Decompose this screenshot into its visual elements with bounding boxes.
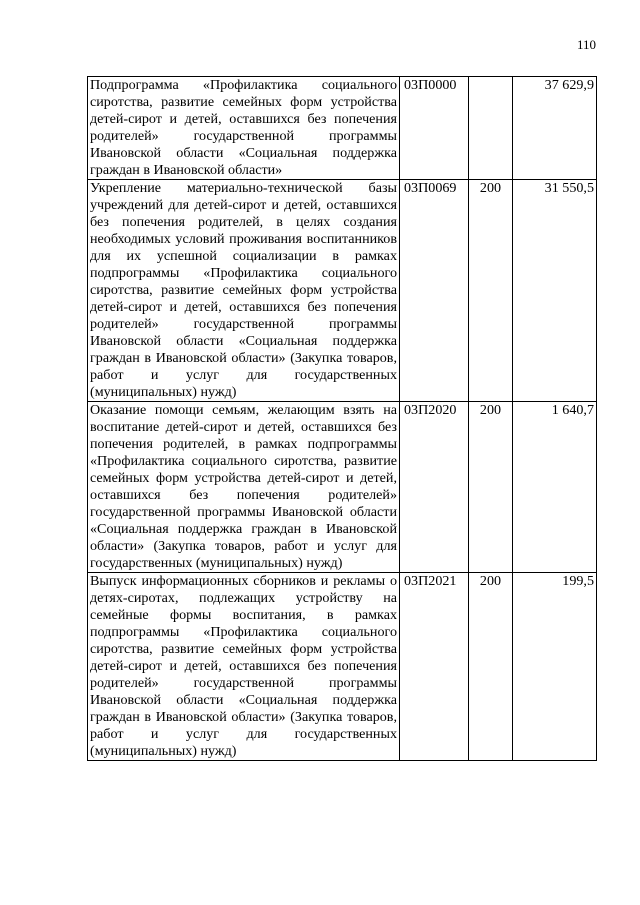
expense-type-cell: 200: [469, 402, 513, 573]
budget-table: [87, 76, 597, 761]
row-name-cell: Укрепление материально-технической базы учреждений для детей-сирот и детей, оставшихся без попечения родителей, в целях создания необходимых условий проживания воспитанников для их успешной социализации в рамках подпрограммы «Профилактика социального сиротства, развитие семейных форм устройства детей-сирот и детей, оставшихся без попечения родителей» государственной программы Ивановской области «Социальная поддержка граждан в Ивановской области» (Закупка товаров, работ и услуг для государственных (муниципальных) нужд): [88, 180, 400, 402]
expense-type-cell: [469, 77, 513, 180]
target-code-cell: 03П0000: [400, 77, 469, 180]
row-name-cell: Подпрограмма «Профилактика социального сиротства, развитие семейных форм устройства детей-сирот и детей, оставшихся без попечения родителей» государственной программы Ивановской области «Социальная поддержка граждан в Ивановской области»: [88, 77, 400, 180]
row-name-cell: Выпуск информационных сборников и рекламы о детях-сиротах, подлежащих устройству на семейные формы воспитания, в рамках подпрограммы «Профилактика социального сиротства, развитие семейных форм устройства детей-сирот и детей, оставшихся без попечения родителей» государственной программы Ивановской области «Социальная поддержка граждан в Ивановской области» (Закупка товаров, работ и услуг для государственных (муниципальных) нужд): [88, 573, 400, 761]
page-number: 110: [576, 37, 596, 52]
expense-type-cell: 200: [469, 180, 513, 402]
amount-cell: 1 640,7: [513, 402, 597, 573]
table-row: [88, 573, 597, 761]
target-code-cell: 03П2020: [400, 402, 469, 573]
expense-type-cell: 200: [469, 573, 513, 761]
amount-cell: 31 550,5: [513, 180, 597, 402]
target-code-cell: 03П0069: [400, 180, 469, 402]
table-row: [88, 402, 597, 573]
table-row: [88, 180, 597, 402]
amount-cell: 199,5: [513, 573, 597, 761]
row-name-cell: Оказание помощи семьям, желающим взять на воспитание детей-сирот и детей, оставшихся без попечения родителей, в рамках подпрограммы «Профилактика социального сиротства, развитие семейных форм устройства детей-сирот и детей, оставшихся без попечения родителей» государственной программы Ивановской области «Социальная поддержка граждан в Ивановской области» (Закупка товаров, работ и услуг для государственных (муниципальных) нужд): [88, 402, 400, 573]
target-code-cell: 03П2021: [400, 573, 469, 761]
table-row: [88, 77, 597, 180]
amount-cell: 37 629,9: [513, 77, 597, 180]
